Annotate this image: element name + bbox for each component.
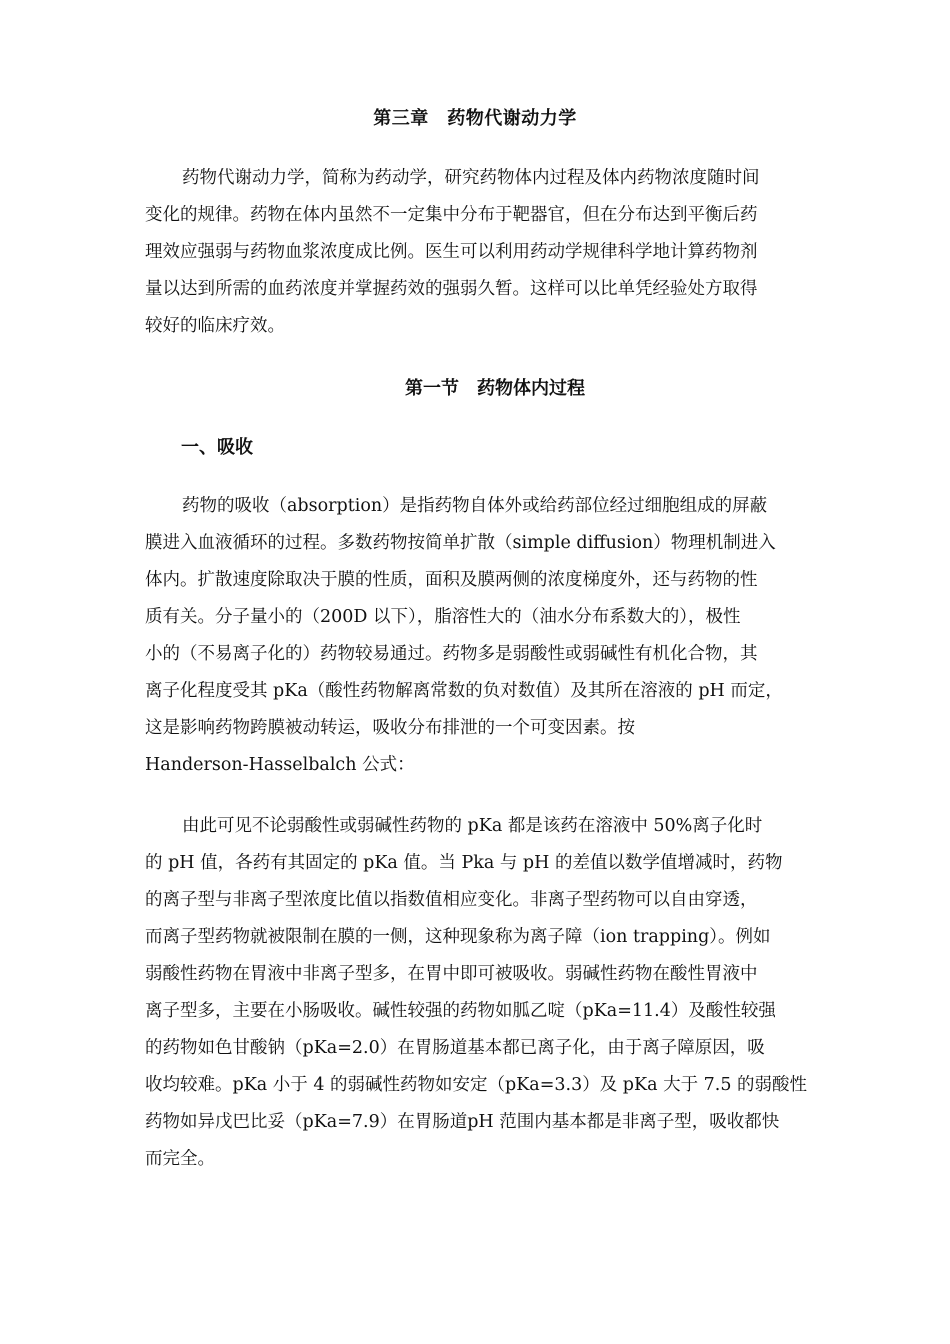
absorption-line: Handerson-Hasselbalch 公式：	[145, 755, 415, 775]
section-title: 第一节 药物体内过程	[405, 378, 585, 399]
intro-line: 较好的临床疗效。	[145, 316, 285, 336]
pka-paragraph	[145, 808, 815, 1178]
intro-line: 药物代谢动力学，简称为药动学，研究药物体内过程及体内药物浓度随时间	[182, 168, 760, 188]
intro-paragraph	[145, 160, 815, 345]
pka-line: 离子型多，主要在小肠吸收。碱性较强的药物如胍乙啶（pKa=11.4）及酸性较强	[145, 1001, 776, 1021]
intro-line: 量以达到所需的血药浓度并掌握药效的强弱久暂。这样可以比单凭经验处方取得	[145, 279, 758, 299]
absorption-paragraph	[145, 488, 815, 784]
absorption-line: 小的（不易离子化的）药物较易通过。药物多是弱酸性或弱碱性有机化合物，其	[145, 644, 758, 664]
pka-line: 而离子型药物就被限制在膜的一侧，这种现象称为离子障（ion trapping）。例如	[145, 927, 771, 947]
subsection-title: 一、吸收	[181, 437, 253, 458]
pka-line: 而完全。	[145, 1149, 215, 1169]
pka-line: 的药物如色甘酸钠（pKa=2.0）在胃肠道基本都已离子化，由于离子障原因，吸	[145, 1038, 765, 1058]
absorption-line: 体内。扩散速度除取决于膜的性质，面积及膜两侧的浓度梯度外，还与药物的性	[145, 570, 758, 590]
pka-line: 的 pH 值，各药有其固定的 pKa 值。当 Pka 与 pH 的差值以数学值增减时，药物	[145, 853, 783, 873]
intro-line: 理效应强弱与药物血浆浓度成比例。医生可以利用药动学规律科学地计算药物剂	[145, 242, 758, 262]
pka-line: 收均较难。pKa 小于 4 的弱碱性药物如安定（pKa=3.3）及 pKa 大于 7.5 的弱酸性	[145, 1075, 808, 1095]
chapter-title: 第三章 药物代谢动力学	[373, 108, 577, 129]
pka-line: 的离子型与非离子型浓度比值以指数值相应变化。非离子型药物可以自由穿透，	[145, 890, 758, 910]
pka-line: 药物如异戊巴比妥（pKa=7.9）在胃肠道pH 范围内基本都是非离子型，吸收都快	[145, 1112, 780, 1132]
absorption-line: 膜进入血液循环的过程。多数药物按简单扩散（simple diffusion）物理机制进入	[145, 533, 776, 553]
absorption-line: 质有关。分子量小的（200D 以下），脂溶性大的（油水分布系数大的），极性	[145, 607, 741, 627]
absorption-line: 药物的吸收（absorption）是指药物自体外或给药部位经过细胞组成的屏蔽	[182, 496, 768, 516]
pka-line: 弱酸性药物在胃液中非离子型多，在胃中即可被吸收。弱碱性药物在酸性胃液中	[145, 964, 758, 984]
absorption-line: 离子化程度受其 pKa（酸性药物解离常数的负对数值）及其所在溶液的 pH 而定，	[145, 681, 783, 701]
intro-line: 变化的规律。药物在体内虽然不一定集中分布于靶器官，但在分布达到平衡后药	[145, 205, 758, 225]
absorption-line: 这是影响药物跨膜被动转运，吸收分布排泄的一个可变因素。按	[145, 718, 635, 738]
pka-line: 由此可见不论弱酸性或弱碱性药物的 pKa 都是该药在溶液中 50%离子化时	[182, 816, 763, 836]
